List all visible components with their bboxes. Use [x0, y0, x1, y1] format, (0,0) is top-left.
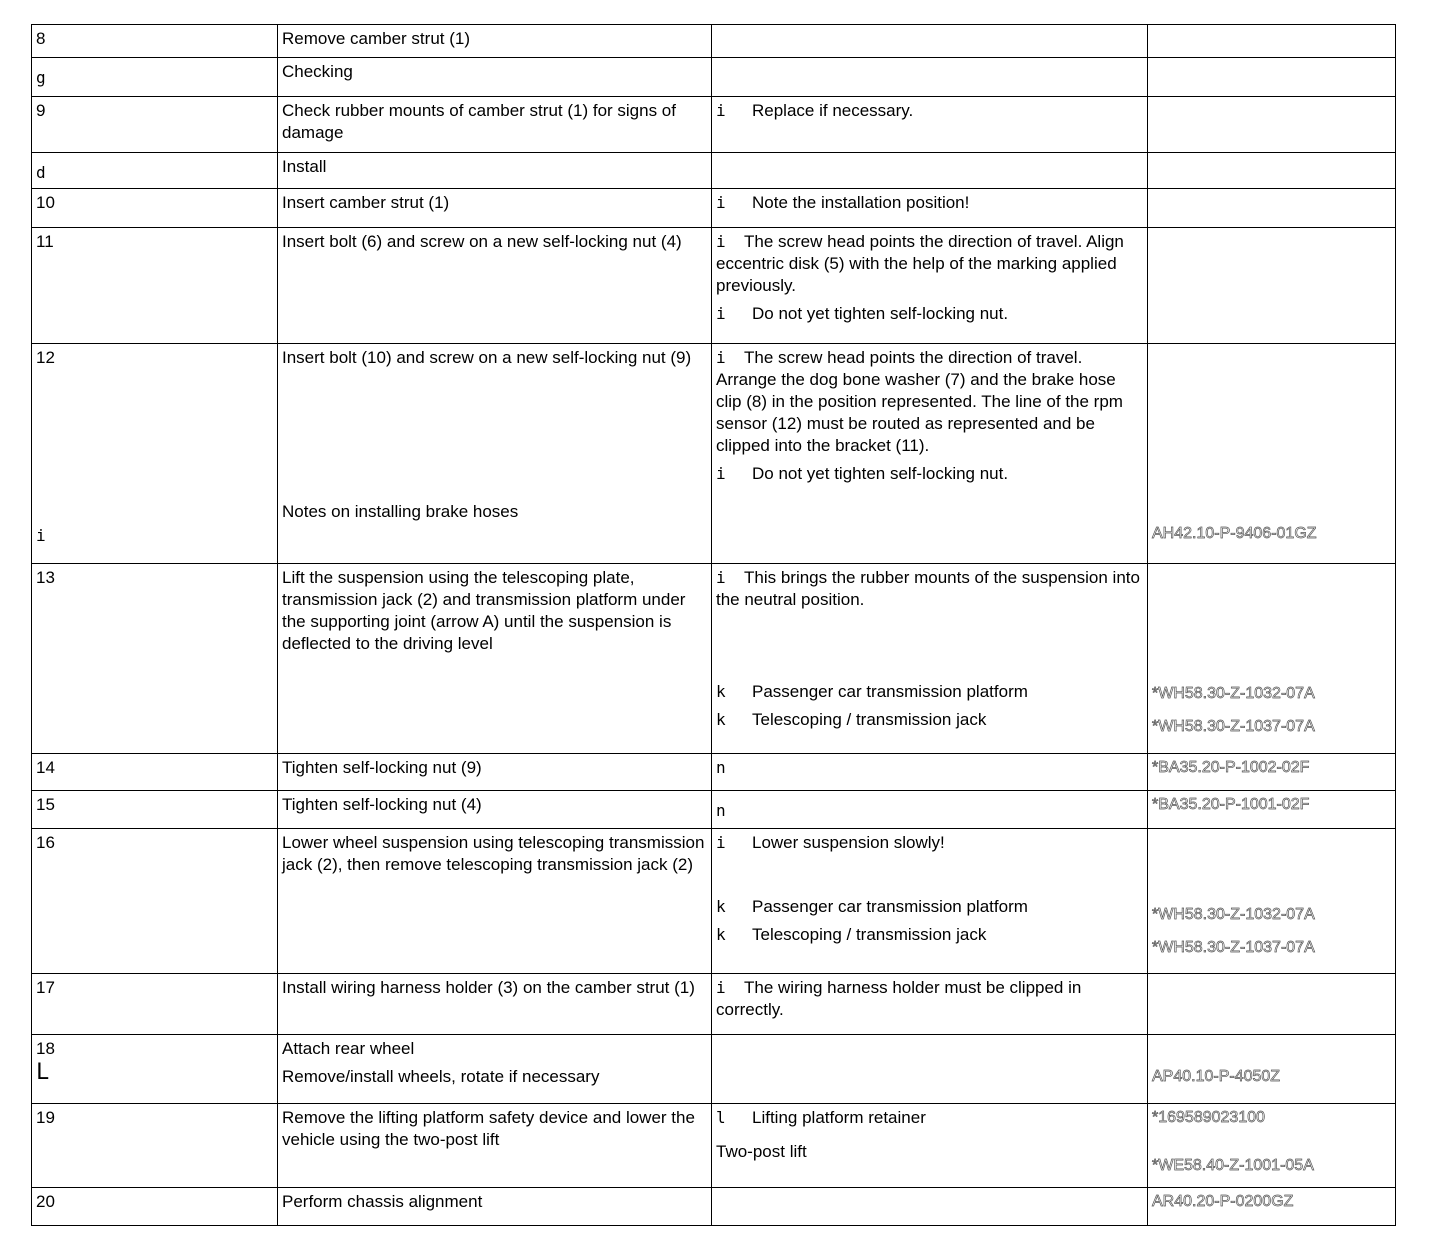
step-notes	[712, 1035, 1148, 1104]
step-action: Insert bolt (6) and screw on a new self-locking nut (4)	[278, 228, 712, 344]
tool-item	[716, 709, 1143, 731]
step-notes	[712, 25, 1148, 58]
table-row	[32, 974, 1396, 1035]
note	[716, 231, 1143, 297]
reference-link[interactable]: AP40.10-P-4050Z	[1152, 1068, 1281, 1085]
step-reference	[1148, 153, 1396, 189]
reference-link[interactable]: *169589023100	[1152, 1109, 1266, 1126]
step-number: 15	[32, 791, 278, 829]
step-number: 14	[32, 754, 278, 791]
info-icon: i	[716, 193, 726, 212]
step-reference	[1148, 228, 1396, 344]
tool-text: Telescoping / transmission jack	[752, 925, 987, 944]
reference-link[interactable]: *WH58.30-Z-1037-07A	[1152, 939, 1315, 956]
note	[716, 347, 1143, 457]
reference-link[interactable]: *WH58.30-Z-1032-07A	[1152, 906, 1315, 923]
info-icon: i	[716, 304, 726, 323]
step-notes	[712, 564, 1148, 754]
reference-link[interactable]: *WH58.30-Z-1032-07A	[1152, 685, 1315, 702]
reference-link[interactable]: AR40.20-P-0200GZ	[1152, 1193, 1294, 1210]
tool-text: Passenger car transmission platform	[752, 897, 1028, 916]
step-action	[278, 1035, 712, 1104]
torque-icon: n	[716, 758, 726, 777]
note	[716, 977, 1143, 1021]
step-number: 8	[32, 25, 278, 58]
install-icon: d	[36, 163, 46, 182]
note-text: Lifting platform retainer	[752, 1108, 926, 1127]
step-notes	[712, 1104, 1148, 1188]
step-number: 11	[32, 228, 278, 344]
info-icon: i	[716, 464, 726, 483]
info-icon: i	[716, 348, 726, 367]
step-number: 20	[32, 1188, 278, 1226]
step-reference	[1148, 1188, 1396, 1226]
tool-item	[716, 896, 1143, 918]
reference-link[interactable]: *WH58.30-Z-1037-07A	[1152, 718, 1315, 735]
checking-icon: g	[36, 68, 46, 87]
note	[716, 1107, 1143, 1129]
table-row	[32, 228, 1396, 344]
tool-icon: k	[716, 897, 726, 916]
tool-icon: k	[716, 710, 726, 729]
reference-link[interactable]: *BA35.20-P-1001-02F	[1152, 796, 1310, 813]
step-action: Checking	[278, 58, 712, 97]
step-action: Install wiring harness holder (3) on the camber strut (1)	[278, 974, 712, 1035]
table-row	[32, 1035, 1396, 1104]
note-text: Do not yet tighten self-locking nut.	[752, 304, 1009, 323]
step-action: Install	[278, 153, 712, 189]
step-number: 13	[32, 564, 278, 754]
step-notes	[712, 189, 1148, 228]
table-row	[32, 1104, 1396, 1188]
step-action: Tighten self-locking nut (9)	[278, 754, 712, 791]
reference-link[interactable]: AH42.10-P-9406-01GZ	[1152, 525, 1317, 542]
note	[716, 463, 1143, 485]
reference-link[interactable]: *WE58.40-Z-1001-05A	[1152, 1157, 1314, 1174]
note-text: This brings the rubber mounts of the suspension into the neutral position.	[716, 568, 1140, 609]
step-number	[32, 1035, 278, 1104]
step-action-text: Insert bolt (10) and screw on a new self-locking nut (9)	[282, 348, 692, 367]
sub-action-link[interactable]: Notes on installing brake hoses	[282, 502, 519, 521]
table-row	[32, 25, 1396, 58]
table-row	[32, 564, 1396, 754]
note-text: The wiring harness holder must be clipped in correctly.	[716, 978, 1082, 1019]
step-action: Tighten self-locking nut (4)	[278, 791, 712, 829]
step-number	[32, 344, 278, 564]
wheel-icon: L	[36, 1060, 50, 1085]
step-number: 17	[32, 974, 278, 1035]
table-row	[32, 153, 1396, 189]
info-icon: i	[36, 526, 46, 545]
step-notes	[712, 829, 1148, 974]
table-row	[32, 97, 1396, 153]
step-number-text: 18	[36, 1039, 55, 1058]
note	[716, 832, 1143, 854]
info-icon: i	[716, 101, 726, 120]
tool-text: Passenger car transmission platform	[752, 682, 1028, 701]
tool-item	[716, 681, 1143, 703]
lift-icon: l	[716, 1108, 726, 1127]
step-reference	[1148, 974, 1396, 1035]
table-row	[32, 829, 1396, 974]
step-action: Insert camber strut (1)	[278, 189, 712, 228]
step-notes	[712, 228, 1148, 344]
tool-item: Two-post lift	[716, 1142, 807, 1161]
note-text: Note the installation position!	[752, 193, 970, 212]
step-action: Remove the lifting platform safety device and lower the vehicle using the two-post lift	[278, 1104, 712, 1188]
step-reference	[1148, 344, 1396, 564]
step-number-text: 12	[36, 348, 55, 367]
procedure-table	[31, 24, 1396, 1226]
note-text: The screw head points the direction of travel. Align eccentric disk (5) with the help of the marking applied previously.	[716, 232, 1124, 295]
step-reference	[1148, 189, 1396, 228]
table-row	[32, 344, 1396, 564]
table-row	[32, 791, 1396, 829]
note-text: Do not yet tighten self-locking nut.	[752, 464, 1009, 483]
step-notes	[712, 58, 1148, 97]
note-text: Lower suspension slowly!	[752, 833, 945, 852]
note	[716, 303, 1143, 325]
info-icon: i	[716, 978, 726, 997]
step-symbol	[32, 58, 278, 97]
table-row	[32, 1188, 1396, 1226]
step-notes	[712, 153, 1148, 189]
step-number: 16	[32, 829, 278, 974]
step-action: Remove camber strut (1)	[278, 25, 712, 58]
step-reference	[1148, 97, 1396, 153]
step-notes	[712, 754, 1148, 791]
step-symbol	[32, 153, 278, 189]
step-notes	[712, 1188, 1148, 1226]
step-reference	[1148, 1035, 1396, 1104]
note-text: Replace if necessary.	[752, 101, 914, 120]
table-row	[32, 189, 1396, 228]
tool-icon: k	[716, 925, 726, 944]
step-reference	[1148, 58, 1396, 97]
step-notes	[712, 97, 1148, 153]
tool-item	[716, 924, 1143, 946]
step-action	[278, 344, 712, 564]
note-text: The screw head points the direction of travel. Arrange the dog bone washer (7) and the brake hose clip (8) in the position represented. The line of the rpm sensor (12) must be routed as represented and be clipped into the bracket (11).	[716, 348, 1123, 455]
tool-text: Telescoping / transmission jack	[752, 710, 987, 729]
step-notes	[712, 974, 1148, 1035]
tool-icon: k	[716, 682, 726, 701]
note	[716, 567, 1143, 611]
step-action: Lift the suspension using the telescoping plate, transmission jack (2) and transmission platform under the supporting joint (arrow A) until the suspension is deflected to the driving level	[278, 564, 712, 754]
table-row	[32, 58, 1396, 97]
step-action: Check rubber mounts of camber strut (1) for signs of damage	[278, 97, 712, 153]
note	[716, 100, 1143, 122]
step-reference	[1148, 829, 1396, 974]
sub-action-link[interactable]: Remove/install wheels, rotate if necessary	[282, 1067, 600, 1086]
step-notes	[712, 344, 1148, 564]
torque-icon: n	[716, 801, 726, 820]
reference-link[interactable]: *BA35.20-P-1002-02F	[1152, 759, 1310, 776]
step-action: Perform chassis alignment	[278, 1188, 712, 1226]
table-row	[32, 754, 1396, 791]
info-icon: i	[716, 232, 726, 251]
step-reference	[1148, 564, 1396, 754]
step-number: 10	[32, 189, 278, 228]
note	[716, 192, 1143, 214]
step-reference	[1148, 754, 1396, 791]
info-icon: i	[716, 568, 726, 587]
step-action: Lower wheel suspension using telescoping transmission jack (2), then remove telescoping transmission jack (2)	[278, 829, 712, 974]
step-reference	[1148, 791, 1396, 829]
step-notes	[712, 791, 1148, 829]
step-number: 9	[32, 97, 278, 153]
step-reference	[1148, 25, 1396, 58]
step-action-text: Attach rear wheel	[282, 1039, 415, 1058]
step-reference	[1148, 1104, 1396, 1188]
info-icon: i	[716, 833, 726, 852]
step-number: 19	[32, 1104, 278, 1188]
